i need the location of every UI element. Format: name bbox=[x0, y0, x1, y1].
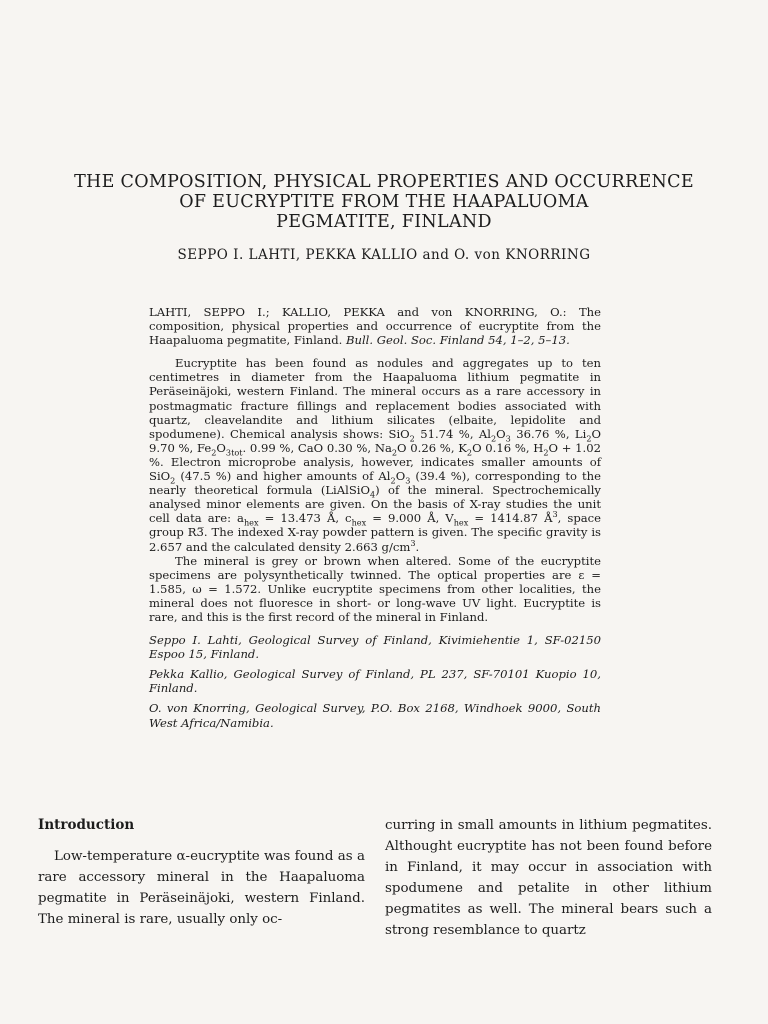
abstract-paragraph-2: The mineral is grey or brown when altered. Some of the eucryptite specimens are polysynthetically twinned. The optical properties are ε = 1.585, ω = 1.572. Unlike eucryptite specimens from other localities, the mineral does not fluoresce in short- or long-wave UV light. Eucryptite is rare, and this is the first record of the mineral in Finland. bbox=[149, 553, 601, 624]
citation-journal: Bull. Geol. Soc. Finland 54, 1–2, 5–13. bbox=[345, 333, 570, 348]
abstract-block bbox=[149, 305, 601, 730]
abstract-paragraph-1: Eucryptite has been found as nodules and aggregates up to ten centimetres in diameter from the Haapaluoma lithium pegmatite in Peräseinäjoki, western Finland. The mineral occurs as a rare accessory in postmagmatic fracture fillings and replacement bodies associated with quartz, cleavelandite and lithium silicates (elbaite, lepidolite and spodumene). Chemical analysis shows: SiO$_2$ 51.74 %, $Al_2O_3$ 36.76 %, $Li_2O$ 9.70 %, $Fe_2O_{3tot}$. 0.99 %, CaO 0.30 %, $Na_2O$ 0.26 %, $K_2O$ 0.16 %, $H_2O + 1.02$ %. Electron microprobe analysis, however, indicates smaller amounts of SiO$_2$ (47.5 %) and higher amounts of $Al_2O_3$ (39.4 %), corresponding to the nearly theoretical formula (LiAlSiO$_4$) of the mineral. Spectrochemically analysed minor elements are given. On the basis of X-ray studies the unit cell data are: $a_{hex} = 13.473$ Å, $c_{hex} = 9.000$ Å, $V_{hex} = 1414.87$ $Å^3$, space group R3̅. The indexed X-ray powder pattern is given. The specific gravity is 2.657 and the calculated density 2.663 $g/cm^3$. bbox=[149, 356, 602, 554]
intro-paragraph-right: curring in small amounts in lithium pegmatites. Althought eucryptite has not been found before in Finland, it may occur in association with spodumene and petalite in other lithium pegmatites as well. The mineral bears such a strong resemblance to quartz bbox=[385, 818, 712, 938]
citation bbox=[149, 305, 601, 347]
citation-authors: LAHTI, SEPPO I.; KALLIO, PEKKA and von KNORRING, O.: The composition, physical properties and occurrence of eucryptite from the Haapaluoma pegmatite, Finland. bbox=[149, 305, 601, 348]
section-heading-introduction: Introduction bbox=[38, 817, 135, 833]
body-columns bbox=[38, 815, 712, 941]
author-list: SEPPO I. LAHTI, PEKKA KALLIO and O. von KNORRING bbox=[177, 247, 591, 263]
affiliation-kallio: Pekka Kallio, Geological Survey of Finland, PL 237, SF-70101 Kuopio 10, Finland. bbox=[149, 667, 601, 696]
title-line-1: THE COMPOSITION, PHYSICAL PROPERTIES AND OCCURRENCE bbox=[74, 172, 694, 192]
left-column bbox=[38, 815, 365, 941]
right-column bbox=[385, 815, 712, 941]
affiliation-lahti: Seppo I. Lahti, Geological Survey of Finland, Kivimiehentie 1, SF-02150 Espoo 15, Finland. bbox=[149, 633, 601, 662]
title-line-3: PEGMATITE, FINLAND bbox=[276, 212, 492, 232]
affiliation-knorring: O. von Knorring, Geological Survey, P.O. Box 2168, Windhoek 9000, South West Africa/Namibia. bbox=[149, 701, 601, 730]
article-title bbox=[40, 172, 728, 232]
title-line-2: OF EUCRYPTITE FROM THE HAAPALUOMA bbox=[179, 192, 589, 212]
intro-paragraph-left: Low-temperature α-eucryptite was found as a rare accessory mineral in the Haapaluoma pegmatite in Peräseinäjoki, western Finland. The mineral is rare, usually only oc- bbox=[38, 849, 365, 927]
